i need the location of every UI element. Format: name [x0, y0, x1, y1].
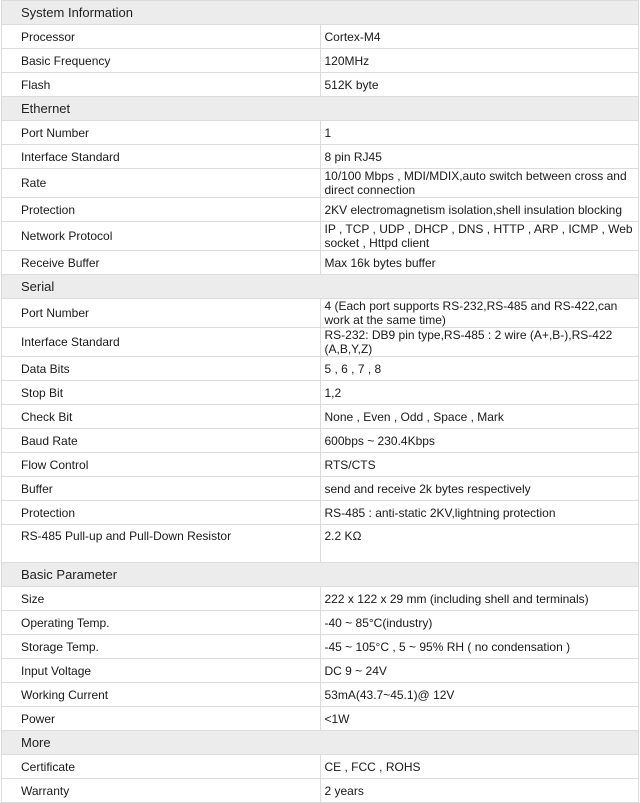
- spec-row-port-number: [2, 299, 639, 328]
- spec-label: Processor: [2, 25, 321, 49]
- spec-value: IP , TCP , UDP , DHCP , DNS , HTTP , ARP , ICMP , Web socket , Httpd client: [320, 222, 639, 251]
- spec-label: Flow Control: [2, 453, 321, 477]
- spec-value: RTS/CTS: [320, 453, 639, 477]
- spec-row-check-bit: [2, 405, 639, 429]
- section-header-ethernet: [2, 97, 639, 121]
- spec-value: 53mA(43.7~45.1)@ 12V: [320, 683, 639, 707]
- spec-row-stop-bit: [2, 381, 639, 405]
- spec-row-certificate: [2, 755, 639, 779]
- spec-row-network-protocol: [2, 222, 639, 251]
- spec-label: Port Number: [2, 121, 321, 145]
- spec-value: -45 ~ 105°C , 5 ~ 95% RH ( no condensation ): [320, 635, 639, 659]
- spec-row-protection: [2, 198, 639, 222]
- spec-value: 2KV electromagnetism isolation,shell insulation blocking: [320, 198, 639, 222]
- section-title: System Information: [2, 1, 639, 25]
- spec-table: [1, 0, 639, 803]
- spec-label: Port Number: [2, 299, 321, 328]
- section-header-basic-parameter: [2, 563, 639, 587]
- spec-label: Check Bit: [2, 405, 321, 429]
- section-title: Ethernet: [2, 97, 639, 121]
- spec-row-flow-control: [2, 453, 639, 477]
- spec-value: DC 9 ~ 24V: [320, 659, 639, 683]
- spec-value: 1: [320, 121, 639, 145]
- spec-label: Data Bits: [2, 357, 321, 381]
- spec-row-size: [2, 587, 639, 611]
- spec-row-interface-standard: [2, 145, 639, 169]
- spec-value: RS-485 : anti-static 2KV,lightning protection: [320, 501, 639, 525]
- spec-value: send and receive 2k bytes respectively: [320, 477, 639, 501]
- spec-value: CE , FCC , ROHS: [320, 755, 639, 779]
- spec-label: RS-485 Pull-up and Pull-Down Resistor: [2, 525, 321, 563]
- spec-row-working-current: [2, 683, 639, 707]
- spec-label: Size: [2, 587, 321, 611]
- spec-row-rate: [2, 169, 639, 198]
- spec-value: Max 16k bytes buffer: [320, 251, 639, 275]
- spec-label: Warranty: [2, 779, 321, 803]
- spec-label: Protection: [2, 198, 321, 222]
- spec-value: None , Even , Odd , Space , Mark: [320, 405, 639, 429]
- spec-row-power: [2, 707, 639, 731]
- spec-row-baud-rate: [2, 429, 639, 453]
- section-header-serial: [2, 275, 639, 299]
- spec-label: Receive Buffer: [2, 251, 321, 275]
- spec-value: 5 , 6 , 7 , 8: [320, 357, 639, 381]
- spec-value: 512K byte: [320, 73, 639, 97]
- spec-label: Basic Frequency: [2, 49, 321, 73]
- spec-label: Network Protocol: [2, 222, 321, 251]
- spec-label: Power: [2, 707, 321, 731]
- spec-value: 120MHz: [320, 49, 639, 73]
- spec-row-interface-standard: [2, 328, 639, 357]
- spec-label: Certificate: [2, 755, 321, 779]
- spec-value: 4 (Each port supports RS-232,RS-485 and RS-422,can work at the same time): [320, 299, 639, 328]
- spec-row-basic-frequency: [2, 49, 639, 73]
- spec-row-storage-temp: [2, 635, 639, 659]
- spec-label: Rate: [2, 169, 321, 198]
- spec-table-body: [2, 1, 639, 803]
- spec-row-operating-temp: [2, 611, 639, 635]
- spec-row-protection: [2, 501, 639, 525]
- spec-label: Working Current: [2, 683, 321, 707]
- spec-label: Interface Standard: [2, 145, 321, 169]
- spec-label: Interface Standard: [2, 328, 321, 357]
- section-header-more: [2, 731, 639, 755]
- spec-value: 2 years: [320, 779, 639, 803]
- spec-label: Buffer: [2, 477, 321, 501]
- spec-row-port-number: [2, 121, 639, 145]
- section-header-system-information: [2, 1, 639, 25]
- spec-value: 10/100 Mbps , MDI/MDIX,auto switch between cross and direct connection: [320, 169, 639, 198]
- spec-row-flash: [2, 73, 639, 97]
- spec-row-processor: [2, 25, 639, 49]
- spec-label: Input Voltage: [2, 659, 321, 683]
- spec-value: 2.2 KΩ: [320, 525, 639, 563]
- spec-row-receive-buffer: [2, 251, 639, 275]
- spec-label: Storage Temp.: [2, 635, 321, 659]
- spec-value: <1W: [320, 707, 639, 731]
- spec-label: Stop Bit: [2, 381, 321, 405]
- spec-value: -40 ~ 85°C(industry): [320, 611, 639, 635]
- section-title: More: [2, 731, 639, 755]
- spec-value: 600bps ~ 230.4Kbps: [320, 429, 639, 453]
- section-title: Basic Parameter: [2, 563, 639, 587]
- spec-row-buffer: [2, 477, 639, 501]
- spec-value: Cortex-M4: [320, 25, 639, 49]
- spec-value: 8 pin RJ45: [320, 145, 639, 169]
- spec-label: Baud Rate: [2, 429, 321, 453]
- section-title: Serial: [2, 275, 639, 299]
- spec-label: Operating Temp.: [2, 611, 321, 635]
- spec-value: RS-232: DB9 pin type,RS-485 : 2 wire (A+,B-),RS-422 (A,B,Y,Z): [320, 328, 639, 357]
- spec-row-input-voltage: [2, 659, 639, 683]
- spec-row-warranty: [2, 779, 639, 803]
- spec-label: Flash: [2, 73, 321, 97]
- spec-value: 1,2: [320, 381, 639, 405]
- spec-row-pull-resistor: [2, 525, 639, 563]
- spec-row-data-bits: [2, 357, 639, 381]
- spec-value: 222 x 122 x 29 mm (including shell and terminals): [320, 587, 639, 611]
- spec-label: Protection: [2, 501, 321, 525]
